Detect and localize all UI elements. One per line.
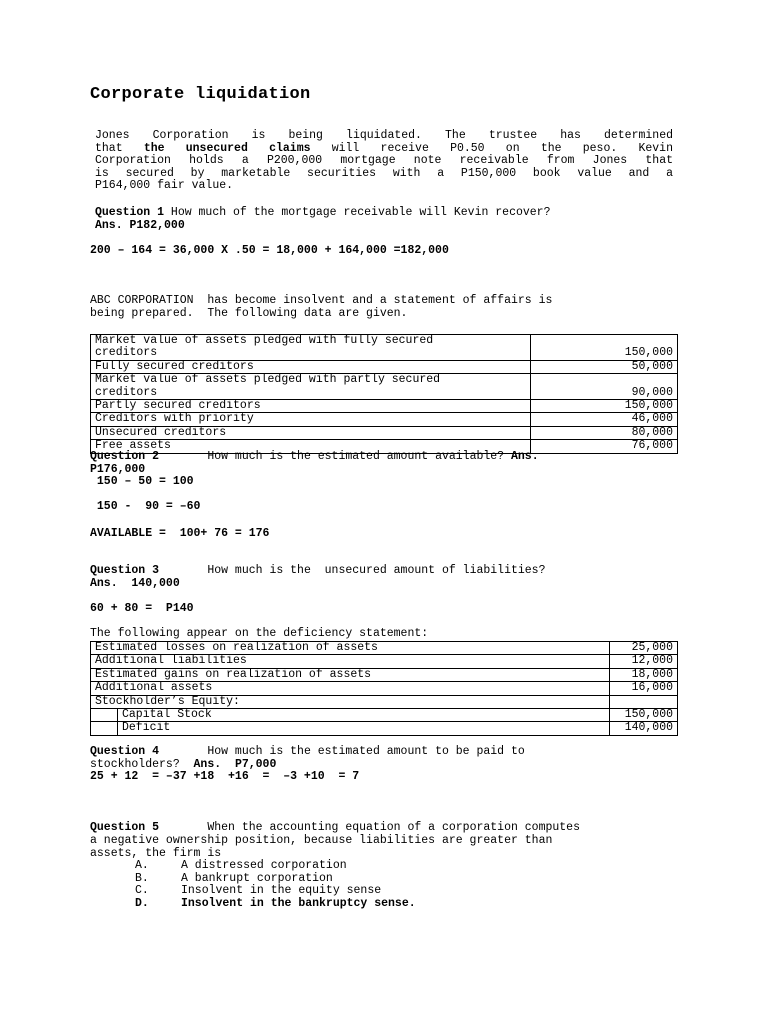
row-label: Creditors with priority bbox=[91, 413, 531, 426]
question-2-calculation: 150 - 90 = –60 bbox=[90, 500, 201, 513]
row-label: Partly secured creditors bbox=[91, 400, 531, 413]
table-row bbox=[91, 682, 678, 695]
row-label: Additional assets bbox=[91, 682, 610, 695]
question-5: Question 5 When the accounting equation of a corporation computes bbox=[90, 821, 580, 834]
deficiency-intro: The following appear on the deficiency statement: bbox=[90, 627, 429, 640]
table-row bbox=[91, 695, 678, 708]
row-value: 90,000 bbox=[531, 374, 678, 400]
question-5-choices bbox=[135, 860, 416, 910]
row-value: 25,000 bbox=[609, 642, 677, 655]
question-1: Question 1 How much of the mortgage receivable will Kevin recover? bbox=[95, 206, 551, 219]
row-value: 16,000 bbox=[609, 682, 677, 695]
row-value: 46,000 bbox=[531, 413, 678, 426]
statement-of-affairs-table bbox=[90, 334, 678, 454]
row-value: 150,000 bbox=[531, 400, 678, 413]
table-row bbox=[91, 668, 678, 681]
intro-paragraph bbox=[95, 130, 673, 193]
question-2-calculation: 150 – 50 = 100 bbox=[90, 475, 194, 488]
choice-c: C. Insolvent in the equity sense bbox=[135, 884, 382, 898]
table-row bbox=[91, 335, 678, 361]
table-row bbox=[91, 709, 678, 722]
deficiency-statement-table bbox=[90, 641, 678, 736]
row-label: Estimated gains on realization of assets bbox=[91, 668, 610, 681]
question-1-answer: Ans. P182,000 bbox=[95, 219, 185, 232]
row-label: Free assets bbox=[91, 440, 531, 453]
row-label: Unsecured creditors bbox=[91, 426, 531, 439]
row-value: 12,000 bbox=[609, 655, 677, 668]
question-4-line: stockholders? Ans. P7,000 bbox=[90, 758, 277, 771]
choice-b: B. A bankrupt corporation bbox=[135, 871, 333, 885]
question-3-answer: Ans. 140,000 bbox=[90, 577, 180, 590]
row-label: Additional liabilities bbox=[91, 655, 610, 668]
row-value: 76,000 bbox=[531, 440, 678, 453]
question-3: Question 3 How much is the unsecured amount of liabilities? bbox=[90, 564, 546, 577]
indent-cell bbox=[91, 722, 118, 735]
page-title: Corporate liquidation bbox=[90, 85, 311, 104]
row-value: 150,000 bbox=[609, 709, 677, 722]
table-row bbox=[91, 655, 678, 668]
row-label: Estimated losses on realization of assets bbox=[91, 642, 610, 655]
row-value bbox=[609, 695, 677, 708]
question-4-calculation: 25 + 12 = –37 +18 +16 = –3 +10 = 7 bbox=[90, 770, 360, 783]
row-value: 140,000 bbox=[609, 722, 677, 735]
row-value: 18,000 bbox=[609, 668, 677, 681]
intro-line: Corporation holds a P200,000 mortgage note receivable from Jones that bbox=[95, 154, 673, 168]
question-2-answer: P176,000 bbox=[90, 463, 146, 476]
choice-d: D. Insolvent in the bankruptcy sense. bbox=[135, 896, 416, 910]
row-label: Deficit bbox=[118, 722, 610, 735]
row-value: 80,000 bbox=[531, 426, 678, 439]
row-value: 150,000 bbox=[531, 335, 678, 361]
question-5-line: a negative ownership position, because liabilities are greater than bbox=[90, 834, 553, 847]
table-row bbox=[91, 413, 678, 426]
question-1-calculation: 200 – 164 = 36,000 X .50 = 18,000 + 164,000 =182,000 bbox=[90, 244, 449, 257]
intro-line: Jones Corporation is being liquidated. The trustee has determined bbox=[95, 129, 673, 142]
row-label: Fully secured creditors bbox=[91, 360, 531, 373]
question-5-line: assets, the firm is bbox=[90, 847, 222, 860]
question-3-calculation: 60 + 80 = P140 bbox=[90, 602, 194, 615]
question-2: Question 2 How much is the estimated amount available? Ans. bbox=[90, 450, 539, 463]
intro-line: is secured by marketable securities with a P150,000 book value and a bbox=[95, 166, 673, 180]
row-value: 50,000 bbox=[531, 360, 678, 373]
table-row bbox=[91, 400, 678, 413]
choice-a: A. A distressed corporation bbox=[135, 859, 347, 872]
indent-cell bbox=[91, 709, 118, 722]
table-row bbox=[91, 642, 678, 655]
row-label: Market value of assets pledged with partly secured creditors bbox=[91, 374, 531, 400]
table-row bbox=[91, 374, 678, 400]
available-line: AVAILABLE = 100+ 76 = 176 bbox=[90, 527, 270, 540]
equity-label: Stockholder’s Equity: bbox=[91, 695, 610, 708]
intro-line: P164,000 fair value. bbox=[95, 179, 234, 193]
abc-intro-line: ABC CORPORATION has become insolvent and a statement of affairs is bbox=[90, 294, 553, 307]
table-row bbox=[91, 426, 678, 439]
row-label: Market value of assets pledged with fully secured creditors bbox=[91, 335, 531, 361]
table-row bbox=[91, 722, 678, 735]
question-4: Question 4 How much is the estimated amount to be paid to bbox=[90, 745, 525, 758]
abc-intro-line: being prepared. The following data are given. bbox=[90, 307, 408, 320]
table-row bbox=[91, 360, 678, 373]
row-label: Capital Stock bbox=[118, 709, 610, 722]
intro-line: that the unsecured claims will receive P0.50 on the peso. Kevin bbox=[95, 141, 673, 155]
